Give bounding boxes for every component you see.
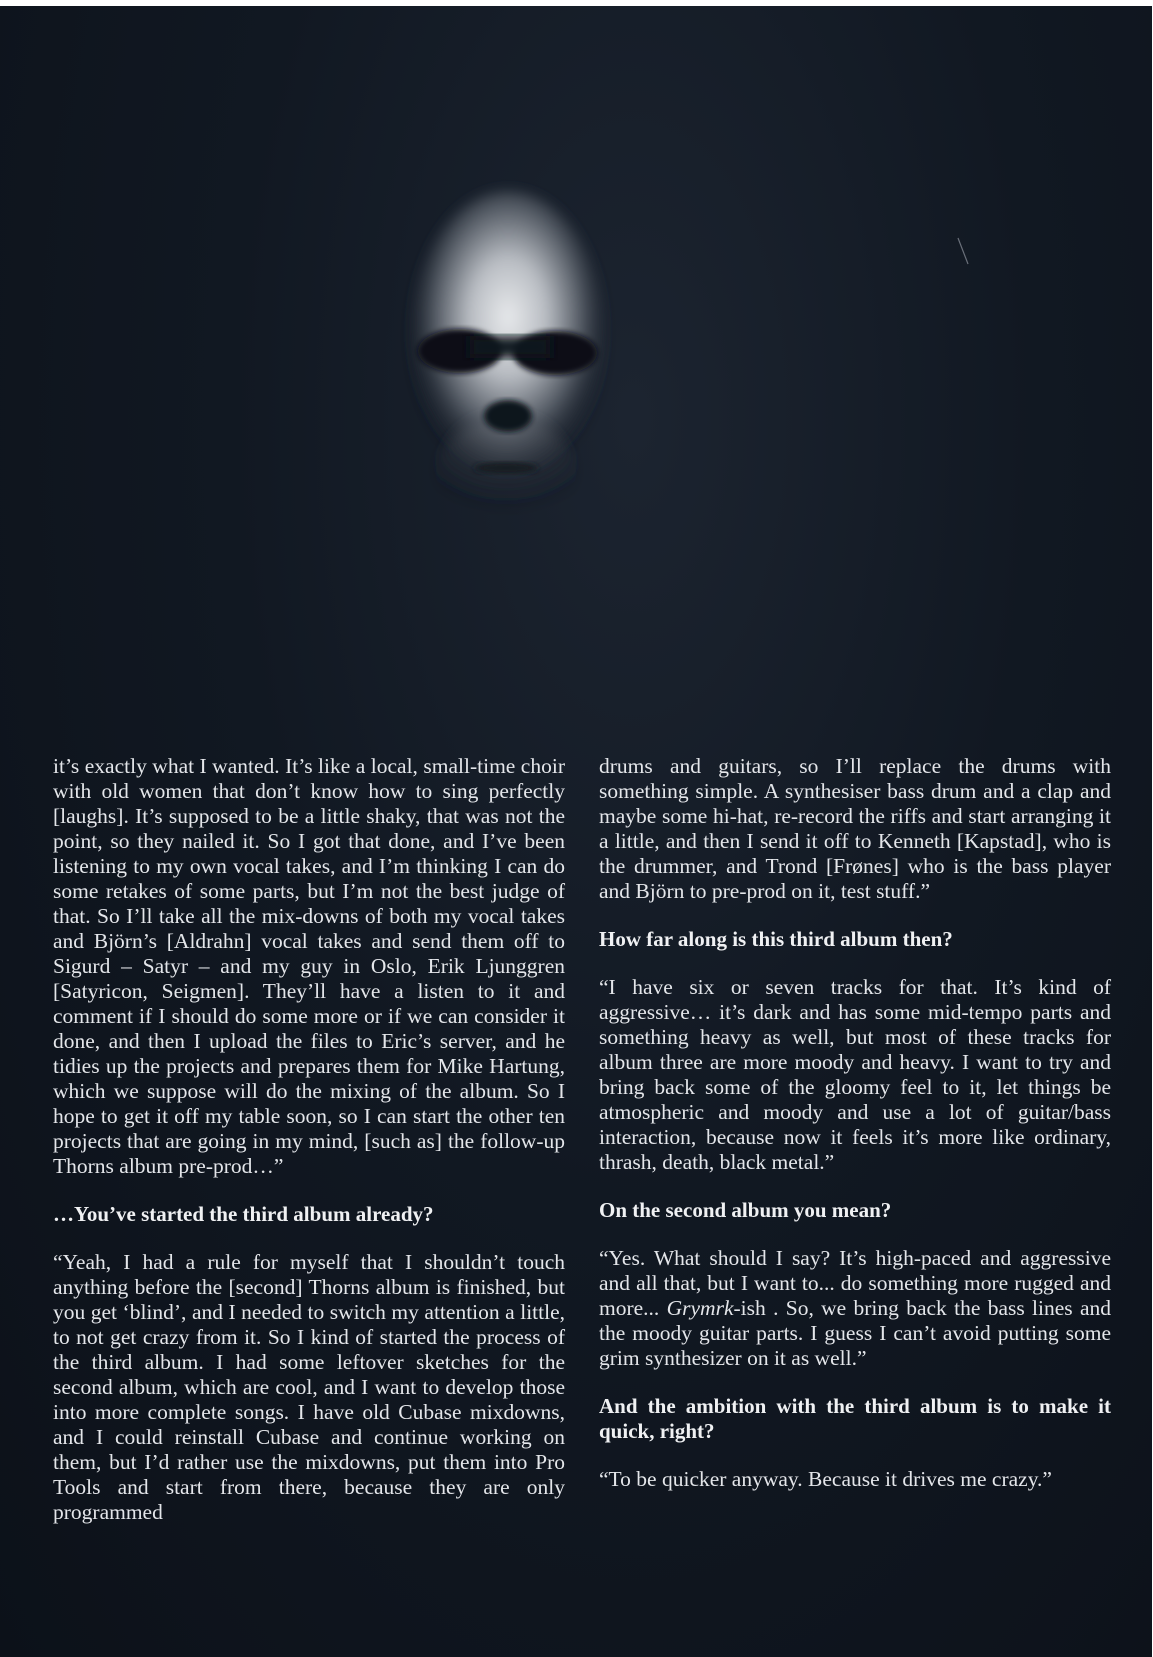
magazine-page — [0, 6, 1152, 1657]
album-title-text: Grymrk — [666, 1296, 734, 1320]
article-paragraph: “To be quicker anyway. Because it drives me crazy.” — [599, 1467, 1052, 1491]
article-paragraph: it’s exactly what I wanted. It’s like a local, small-time choir with old women that don’t know how to sing perfectly [laughs]. It’s supposed to be a little shaky, that was not the point, so they nailed it. So I got that done, and I’ve been listening to my own vocal takes, and I’m thinking I can do some retakes of some parts, but I’m not the best judge of that. So I’ll take all the mix-downs of both my vocal takes and Björn’s [Aldrahn] vocal takes and send them off to Sigurd – Satyr – and my guy in Oslo, Erik Ljunggren [Satyricon, Seigmen]. They’ll have a listen to it and comment if I should do some more or if we can consider it done, and then I upload the files to Eric’s server, and he tidies up the projects and prepares them for Mike Hartung, which we suppose will do the mixing of the album. So I hope to get it off my table soon, so I can start the other ten projects that are going in my mind, [such as] the follow-up Thorns album pre-prod…” — [53, 754, 565, 1178]
article-column-right — [599, 754, 1111, 1515]
interview-question: On the second album you mean? — [599, 1198, 892, 1222]
article-paragraph: “I have six or seven tracks for that. It’s kind of aggressive… it’s dark and has some mid-tempo parts and something heavy as well, but most of these tracks for album three are more moody and heavy. I want to try and bring back some of the gloomy feel to it, let things be atmospheric and moody and use a lot of guitar/bass interaction, because now it feels it’s more like ordinary, thrash, death, black metal.” — [599, 975, 1111, 1174]
article-paragraph: drums and guitars, so I’ll replace the drums with something simple. A synthesiser bass drum and a clap and maybe some hi-hat, re-record the riffs and start arranging it a little, and then I send it off to Kenneth [Kapstad], who is the drummer, and Trond [Frønes] who is the bass player and Björn to pre-prod on it, test stuff.” — [599, 754, 1111, 903]
portrait-photo — [0, 6, 1152, 736]
article-paragraph — [599, 1246, 1111, 1371]
paragraph-text: “Yes. What should I say? It’s high-paced and aggressive and all that, but I want to... do something more rugged and more... — [599, 1246, 1111, 1320]
face-image — [0, 6, 1152, 736]
article-paragraph: “Yeah, I had a rule for myself that I shouldn’t touch anything before the [second] Thorns album is finished, but you get ‘blind’, and I needed to switch my attention a little, to not get crazy from it. So I kind of started the process of the third album. I had some leftover sketches for the second album, which are cool, and I want to develop those into more complete songs. I have old Cubase mixdowns, and I could reinstall Cubase and continue working on them, but I’d rather use the mixdowns, put them into Pro Tools and start from there, because they are only programmed — [53, 1250, 565, 1524]
interview-question: …You’ve started the third album already? — [53, 1202, 434, 1226]
article-column-left — [53, 754, 565, 1548]
interview-question: And the ambition with the third album is to make it quick, right? — [599, 1394, 1111, 1443]
paragraph-text: -ish . So, we bring back the bass lines and the moody guitar parts. I guess I can’t avoid putting some grim synthesizer on it as well.” — [599, 1296, 1111, 1370]
interview-question: How far along is this third album then? — [599, 927, 953, 951]
